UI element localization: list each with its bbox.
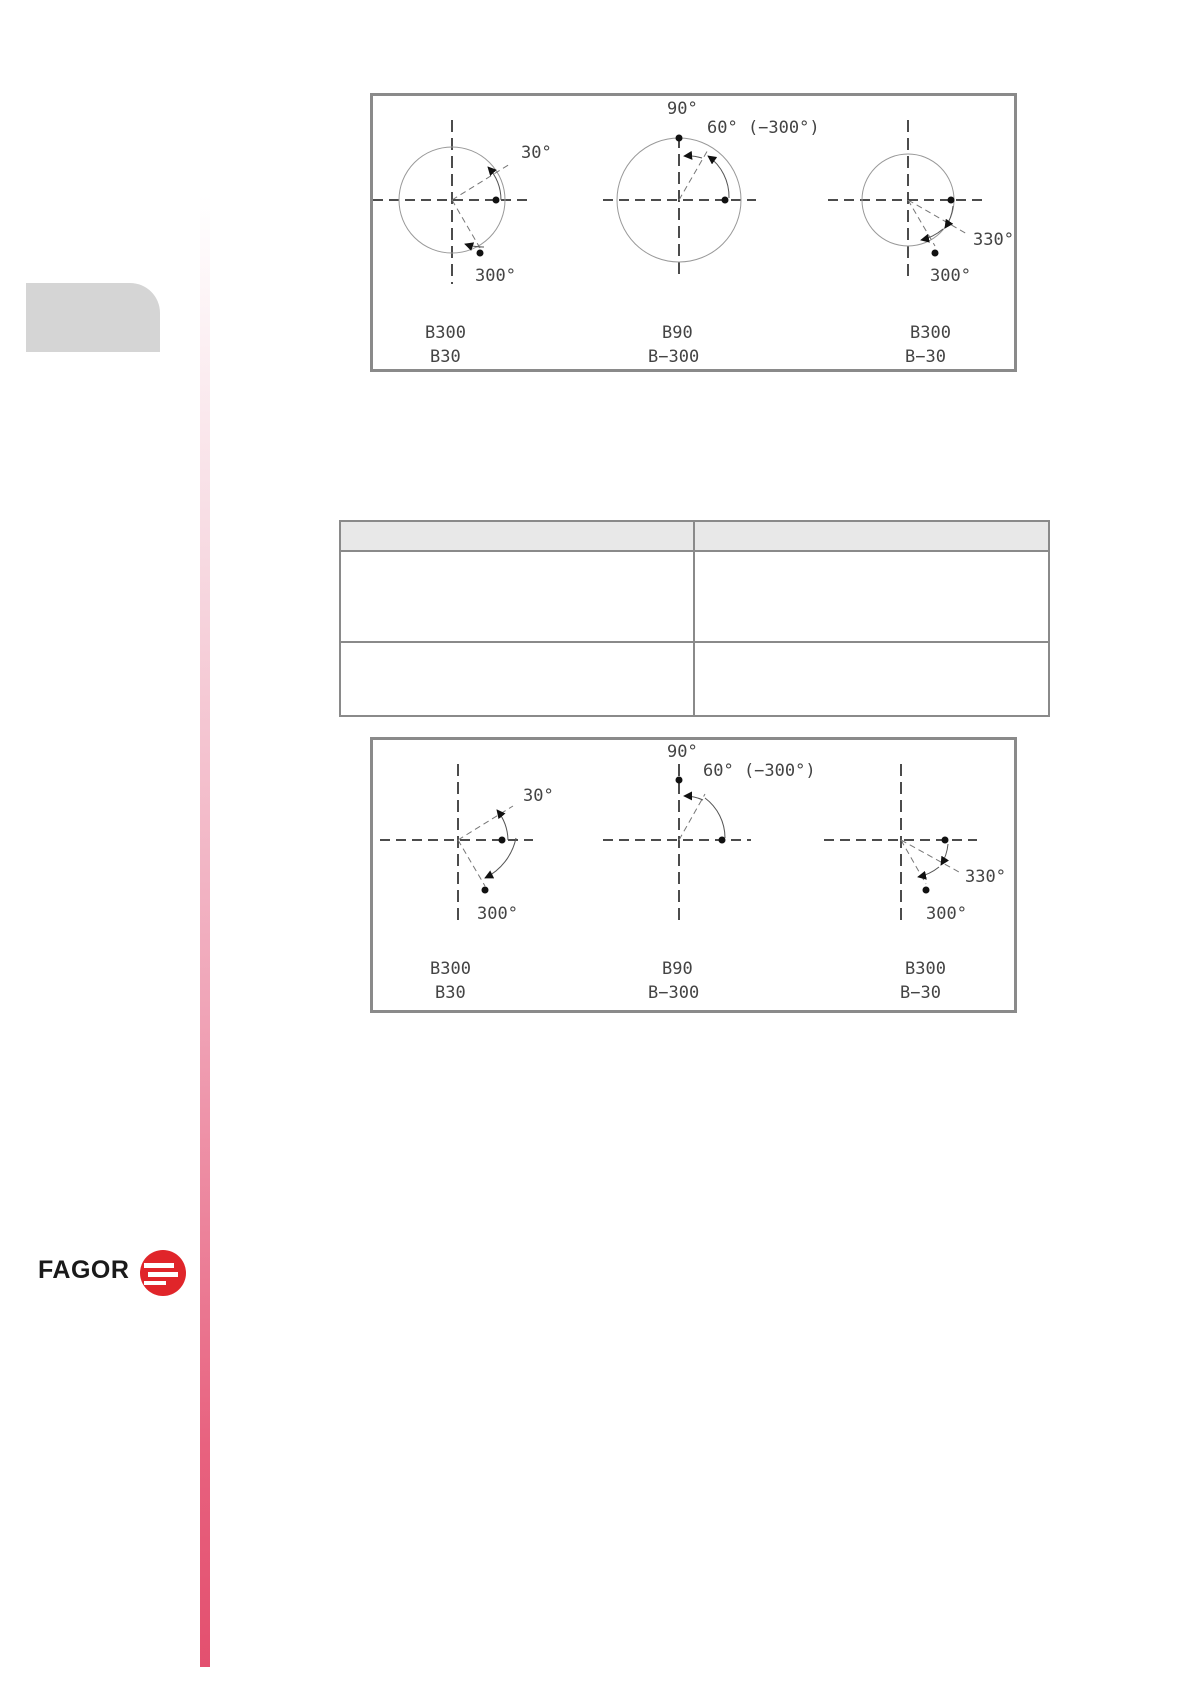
position-point xyxy=(948,197,955,204)
table-cell xyxy=(695,552,1048,643)
specification-table xyxy=(339,520,1050,717)
figure-rotary-axis-rollover xyxy=(370,737,1017,1013)
ray-60 xyxy=(679,794,705,840)
arrow-arc xyxy=(708,156,729,198)
angle-label: 30° xyxy=(521,143,552,163)
position-point xyxy=(719,837,726,844)
angle-label: 60° (−300°) xyxy=(707,118,820,138)
ray-30 xyxy=(452,164,510,200)
position-point xyxy=(923,887,930,894)
code-label: B300 xyxy=(425,323,466,343)
position-point xyxy=(477,250,484,257)
table-header-cell xyxy=(341,522,695,552)
position-point xyxy=(482,887,489,894)
position-point xyxy=(942,837,949,844)
arrow-arc xyxy=(921,229,943,240)
angle-label: 300° xyxy=(926,904,967,924)
angle-label: 300° xyxy=(930,266,971,286)
panel-2 xyxy=(603,742,816,1003)
position-point xyxy=(932,250,939,257)
ray-330 xyxy=(901,840,959,872)
arrow-arc xyxy=(684,156,702,158)
angle-label: 90° xyxy=(667,742,698,762)
angle-label: 330° xyxy=(965,867,1006,887)
panel-3 xyxy=(828,120,1014,367)
code-label: B30 xyxy=(430,347,461,367)
ray-300 xyxy=(452,200,480,248)
figure-rotary-axis-positioning xyxy=(370,93,1017,372)
table-header-cell xyxy=(695,522,1048,552)
panel-3 xyxy=(824,764,1006,1003)
angle-label: 300° xyxy=(475,266,516,286)
position-point xyxy=(493,197,500,204)
angle-label: 90° xyxy=(667,99,698,119)
code-label: B−30 xyxy=(905,347,946,367)
panel-1 xyxy=(373,120,552,367)
position-point xyxy=(676,777,683,784)
position-point xyxy=(676,135,683,142)
angle-label: 60° (−300°) xyxy=(703,761,816,781)
code-label: B90 xyxy=(662,959,693,979)
ray-300 xyxy=(458,840,485,886)
figure-bottom-drawing xyxy=(373,740,1014,1010)
code-label: B−300 xyxy=(648,983,700,1003)
arrow-arc xyxy=(941,844,948,865)
code-label: B300 xyxy=(905,959,946,979)
fagor-logo xyxy=(38,1248,190,1296)
sidebar-accent-bar xyxy=(200,195,210,1667)
position-point xyxy=(499,837,506,844)
code-label: B300 xyxy=(910,323,951,343)
code-label: B−300 xyxy=(648,347,700,367)
position-point xyxy=(722,197,729,204)
arrow-arc xyxy=(497,810,508,840)
angle-label: 300° xyxy=(477,904,518,924)
fagor-emblem-icon xyxy=(138,1248,188,1298)
angle-label: 330° xyxy=(973,230,1014,250)
arrow-arc xyxy=(684,796,703,800)
code-label: B30 xyxy=(435,983,466,1003)
logo-text: FAGOR xyxy=(38,1256,130,1284)
arrow-arc xyxy=(488,167,501,200)
arrow-arc xyxy=(485,838,516,878)
code-label: B−30 xyxy=(900,983,941,1003)
arc xyxy=(705,798,725,838)
panel-1 xyxy=(380,764,554,1003)
figure-top-drawing xyxy=(373,96,1014,369)
table-cell xyxy=(695,643,1048,715)
panel-2 xyxy=(603,99,820,367)
chapter-tab xyxy=(26,283,160,352)
code-label: B90 xyxy=(662,323,693,343)
angle-label: 30° xyxy=(523,786,554,806)
table-cell xyxy=(341,552,695,643)
ray-330 xyxy=(908,200,967,234)
ray-300 xyxy=(908,200,935,246)
table-cell xyxy=(341,643,695,715)
code-label: B300 xyxy=(430,959,471,979)
